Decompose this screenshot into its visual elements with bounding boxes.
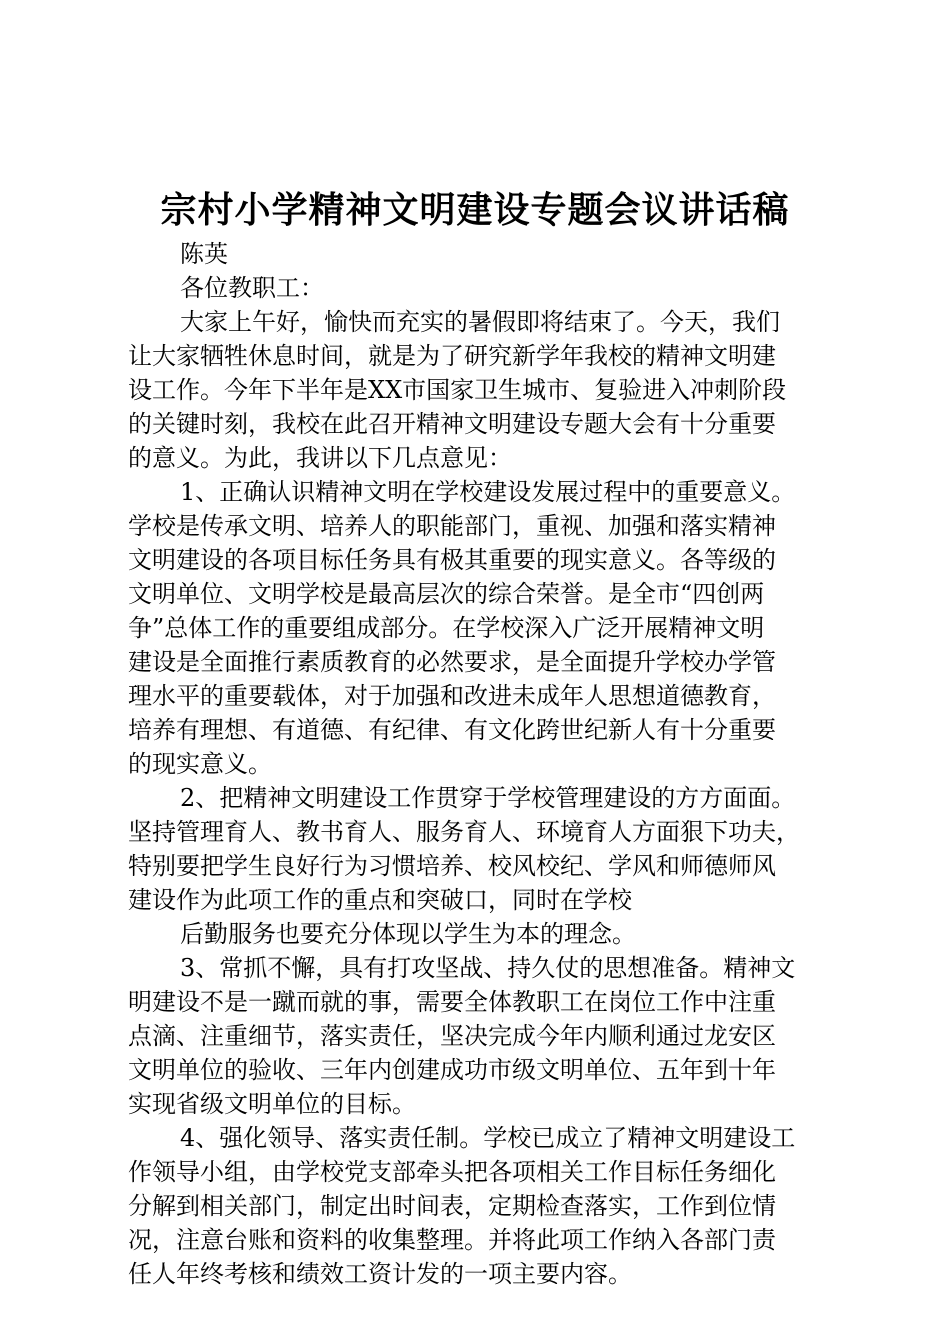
- text-line: 理水平的重要载体，对于加强和改进未成年人思想道德教育，: [128, 682, 776, 710]
- salutation-line: 各位教职工：: [180, 274, 324, 302]
- text-line: 文明单位、文明学校是最高层次的综合荣誉。是全市“四创两: [128, 580, 765, 608]
- text-line: 实现省级文明单位的目标。: [128, 1090, 416, 1118]
- text-line: 任人年终考核和绩效工资计发的一项主要内容。: [128, 1260, 632, 1288]
- text-line: 大家上午好，愉快而充实的暑假即将结束了。今天，我们: [180, 308, 780, 336]
- text-line: 设工作。今年下半年是XX市国家卫生城市、复验进入冲刺阶段: [128, 376, 787, 404]
- text-line: 让大家牺牲休息时间，就是为了研究新学年我校的精神文明建: [128, 342, 776, 370]
- text-line: 建设是全面推行素质教育的必然要求，是全面提升学校办学管: [128, 648, 776, 676]
- text-line: 后勤服务也要充分体现以学生为本的理念。: [180, 920, 636, 948]
- text-line: 文明单位的验收、三年内创建成功市级文明单位、五年到十年: [128, 1056, 776, 1084]
- document-title: 宗村小学精神文明建设专题会议讲话稿: [160, 190, 790, 231]
- text-line: 明建设不是一蹴而就的事，需要全体教职工在岗位工作中注重: [128, 988, 776, 1016]
- text-line: 争”总体工作的重要组成部分。在学校深入广泛开展精神文明: [128, 614, 765, 642]
- author-line: 陈英: [180, 240, 228, 268]
- text-line: 1、正确认识精神文明在学校建设发展过程中的重要意义。: [180, 478, 796, 506]
- text-line: 的现实意义。: [128, 750, 272, 778]
- text-line: 3、常抓不懈，具有打攻坚战、持久仗的思想准备。精神文: [180, 954, 796, 982]
- text-line: 培养有理想、有道德、有纪律、有文化跨世纪新人有十分重要: [128, 716, 776, 744]
- text-line: 坚持管理育人、教书育人、服务育人、环境育人方面狠下功夫，: [128, 818, 800, 846]
- document-body: [128, 237, 832, 1291]
- text-line: 文明建设的各项目标任务具有极其重要的现实意义。各等级的: [128, 546, 776, 574]
- text-line: 的意义。为此，我讲以下几点意见：: [128, 444, 512, 472]
- text-line: 学校是传承文明、培养人的职能部门，重视、加强和落实精神: [128, 512, 776, 540]
- text-line: 建设作为此项工作的重点和突破口，同时在学校: [128, 886, 632, 914]
- text-line: 作领导小组，由学校党支部牵头把各项相关工作目标任务细化: [128, 1158, 776, 1186]
- text-line: 特别要把学生良好行为习惯培养、校风校纪、学风和师德师风: [128, 852, 776, 880]
- text-line: 的关键时刻，我校在此召开精神文明建设专题大会有十分重要: [128, 410, 776, 438]
- text-line: 分解到相关部门，制定出时间表，定期检查落实，工作到位情: [128, 1192, 776, 1220]
- text-line: 2、把精神文明建设工作贯穿于学校管理建设的方方面面。: [180, 784, 796, 812]
- text-line: 况，注意台账和资料的收集整理。并将此项工作纳入各部门责: [128, 1226, 776, 1254]
- text-line: 点滴、注重细节，落实责任，坚决完成今年内顺利通过龙安区: [128, 1022, 776, 1050]
- text-line: 4、强化领导、落实责任制。学校已成立了精神文明建设工: [180, 1124, 796, 1152]
